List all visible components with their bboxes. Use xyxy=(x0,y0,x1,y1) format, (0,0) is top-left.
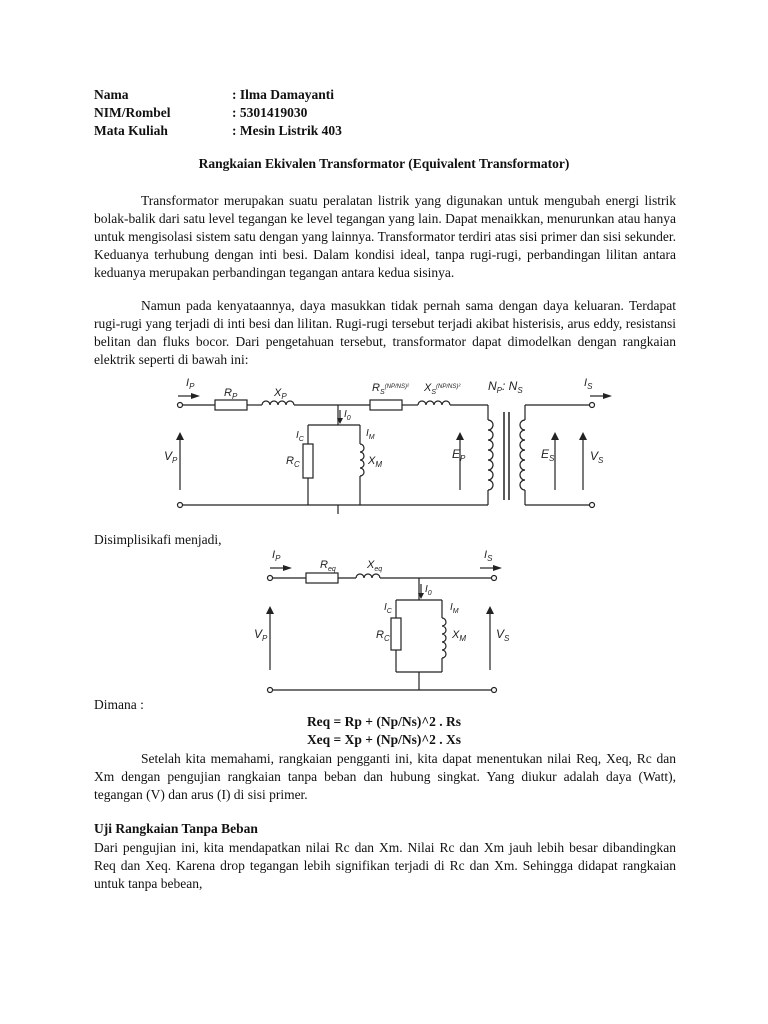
label-turns-ratio: $N_P$: $N_S$ xyxy=(488,379,523,395)
label-xs: $X_S^{(NP/NS)^2}$ xyxy=(424,382,461,396)
paragraph-losses xyxy=(94,297,676,369)
label-xm: $X_M$ xyxy=(452,629,467,643)
inductor-xs xyxy=(418,401,450,405)
label-vs: $V_S$ xyxy=(496,627,510,643)
label-i0: $I_0$ xyxy=(425,584,432,597)
label-vs: $V_S$ xyxy=(590,449,604,465)
equivalent-circuit-diagram xyxy=(160,372,620,522)
label-xp: $X_P$ xyxy=(274,387,287,401)
ip-arrow-head xyxy=(191,393,200,399)
paragraph-testing-text: Setelah kita memahami, rangkaian pengganti ini, kita dapat menentukan nilai Req, Xeq, Rc dan Xm dengan pengujian rangkaian tanpa beban dan hubung singkat. Yang diukur adalah daya (Watt), tegangan (V) dan arus (I) di sisi primer. xyxy=(94,751,676,802)
label-ep: $E_P$ xyxy=(452,447,466,463)
equation-xeq: Xeq = Xp + (Np/Ns)^2 . Xs xyxy=(306,732,462,747)
resistor-req xyxy=(306,573,338,583)
label-vp: $V_P$ xyxy=(254,627,268,643)
label-im: $I_M$ xyxy=(366,428,375,441)
paragraph-testing xyxy=(94,750,676,804)
resistor-rs xyxy=(370,400,402,410)
paragraph-dimana: Dimana : xyxy=(94,697,144,712)
header-value: : Mesin Listrik 403 xyxy=(232,123,342,138)
inductor-xp xyxy=(262,401,294,405)
terminal xyxy=(590,403,595,408)
equation-req: Req = Rp + (Np/Ns)^2 . Rs xyxy=(306,714,462,729)
inductor-xeq xyxy=(356,574,380,578)
section-heading: Uji Rangkaian Tanpa Beban xyxy=(94,821,258,836)
resistor-rc xyxy=(303,444,313,478)
terminal xyxy=(178,503,183,508)
label-rs: $R_S^{(NP/NS)^2}$ xyxy=(372,382,409,396)
label-rc: $R_C$ xyxy=(376,629,390,643)
label-xeq: $X_{eq}$ xyxy=(367,559,383,573)
label-i0: $I_0$ xyxy=(344,409,351,422)
paragraph-simplified: Disimplisikafi menjadi, xyxy=(94,532,222,547)
header-label: NIM/Rombel xyxy=(94,105,171,120)
label-is: $I_S$ xyxy=(584,377,593,391)
label-ic: $I_C$ xyxy=(384,602,392,615)
inductor-xm xyxy=(360,444,364,476)
terminal xyxy=(590,503,595,508)
paragraph-losses-text: Namun pada kenyataannya, daya masukkan tidak pernah sama dengan daya keluaran. Terdapat rugi-rugi yang terjadi di inti besi dan lilitan. Rugi-rugi tersebut terjadi akibat histerisis, arus eddy, resistansi belitan dan fluks bocor. Dari pengetahuan tersebut, transformator dapat dimodelkan dengan rangkaian elektrik seperti di bawah ini: xyxy=(94,298,676,367)
secondary-winding xyxy=(520,420,525,490)
label-ip: $I_P$ xyxy=(272,549,281,563)
is-arrow-head xyxy=(603,393,612,399)
paragraph-intro-text: Transformator merupakan suatu peralatan listrik yang digunakan untuk mengubah energi listrik bolak-balik dari satu level tegangan ke level tegangan yang lain. Dapat menaikkan, menurunkan atau hanya untuk mengisolasi sistem satu dengan yang lainnya. Transformator terdiri atas sisi primer dan sisi sekunder. Keduanya terhubung dengan inti besi. Dalam kondisi ideal, tanpa rugi-rugi, perbandingan lilitan antara keduanya merupakan perbandingan tegangan antara kedua sisinya. xyxy=(94,193,676,280)
label-rc: $R_C$ xyxy=(286,455,300,469)
primary-winding xyxy=(488,420,493,490)
simplified-circuit-diagram xyxy=(250,546,520,698)
label-req: $R_{eq}$ xyxy=(320,559,336,573)
header-value: : 5301419030 xyxy=(232,105,308,120)
label-vp: $V_P$ xyxy=(164,449,178,465)
label-xm: $X_M$ xyxy=(368,455,383,469)
label-im: $I_M$ xyxy=(450,602,459,615)
resistor-rc xyxy=(391,618,401,650)
terminal xyxy=(178,403,183,408)
header-label: Nama xyxy=(94,87,129,102)
label-ip: $I_P$ xyxy=(186,377,195,391)
page-title: Rangkaian Ekivalen Transformator (Equivalent Transformator) xyxy=(198,156,570,171)
header-label: Mata Kuliah xyxy=(94,123,168,138)
label-ic: $I_C$ xyxy=(296,430,304,443)
resistor-rp xyxy=(215,400,247,410)
label-rp: $R_P$ xyxy=(224,387,238,401)
inductor-xm xyxy=(442,618,446,658)
paragraph-intro xyxy=(94,192,676,282)
header-value: : Ilma Damayanti xyxy=(232,87,334,102)
label-es: $E_S$ xyxy=(541,447,555,463)
label-is: $I_S$ xyxy=(484,549,493,563)
paragraph-no-load: Dari pengujian ini, kita mendapatkan nilai Rc dan Xm. Nilai Rc dan Xm jauh lebih besar dibandingkan Req dan Xeq. Karena drop tegangan lebih signifikan terjadi di Rc dan Xm. Sehingga didapat rangkaian untuk tanpa bebean, xyxy=(94,840,676,891)
